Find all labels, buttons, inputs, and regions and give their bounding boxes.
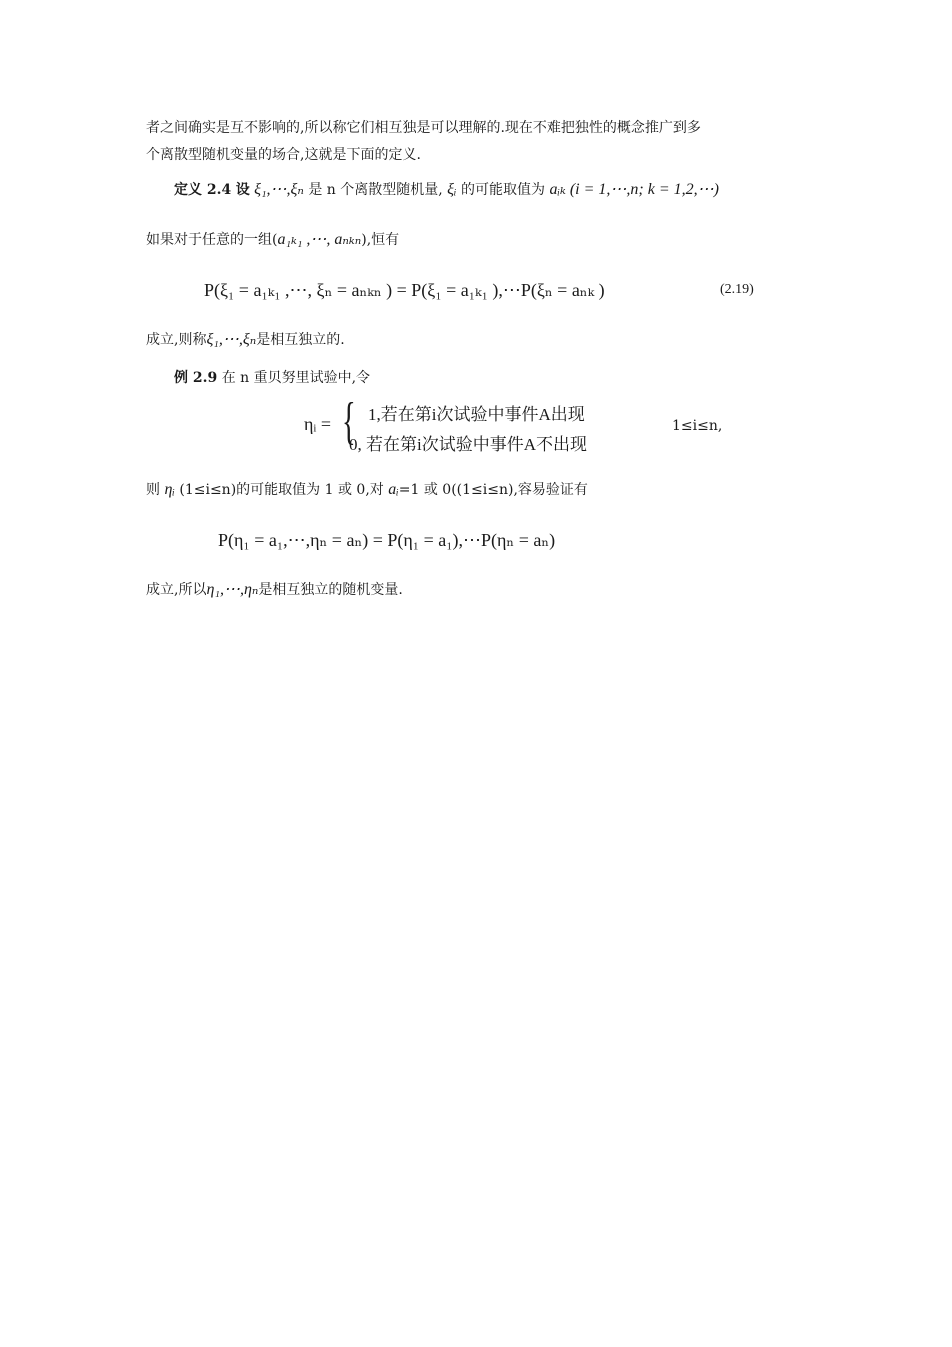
left-brace-icon: {	[342, 393, 356, 450]
condition-text-after: ),恒有	[361, 232, 400, 248]
definition-line	[174, 180, 719, 200]
conclusion-line-2	[146, 580, 403, 600]
piecewise-case-2: 0, 若在第i次试验中事件A不出现	[349, 435, 587, 454]
equation-number: (2.19)	[720, 282, 754, 297]
conclusion1-vars: ξ₁,⋯,ξₙ	[206, 331, 257, 348]
definition-xi-i: ξᵢ	[447, 181, 457, 198]
conclusion-line-1	[146, 330, 345, 350]
after-text-before: 则	[146, 482, 160, 498]
piecewise-lhs: ηᵢ =	[304, 414, 332, 434]
after-a-i: aᵢ	[388, 481, 399, 498]
definition-text-2: 的可能取值为	[461, 182, 546, 198]
condition-group: a₁ₖ₁ ,⋯, aₙₖₙ	[277, 231, 362, 248]
equation-eta: P(η₁ = a₁,⋯,ηₙ = aₙ) = P(η₁ = a₁),⋯P(ηₙ = aₙ)	[218, 530, 556, 550]
paragraph-line-1: 者之间确实是互不影响的,所以称它们相互独是可以理解的.现在不难把独性的概念推广到多	[146, 120, 701, 136]
example-label: 例 2.9	[174, 370, 218, 386]
conclusion1-text-after: 是相互独立的.	[256, 332, 345, 348]
condition-text-before: 如果对于任意的一组(	[146, 232, 278, 248]
definition-text-1: 是 n 个离散型随机量,	[308, 182, 443, 198]
after-eta-i: ηᵢ	[164, 481, 175, 498]
piecewise-range: 1≤i≤n,	[672, 418, 723, 434]
definition-she: 设	[235, 182, 250, 198]
after-text-middle: (1≤i≤n)的可能取值为 1 或 0,对	[179, 482, 384, 498]
paragraph-line-2: 个离散型随机变量的场合,这就是下面的定义.	[146, 147, 421, 163]
definition-vars: ξ₁,⋯,ξₙ	[254, 181, 304, 198]
conclusion1-text-before: 成立,则称	[146, 332, 207, 348]
equation-2-19: P(ξ₁ = a₁ₖ₁ ,⋯, ξₙ = aₙₖₙ ) = P(ξ₁ = a₁ₖ₁ ),⋯P(ξₙ = aₙₖ )	[204, 280, 605, 300]
conclusion2-vars: η₁,⋯,ηₙ	[206, 581, 259, 598]
piecewise-case-1: 1,若在第i次试验中事件A出现	[368, 405, 585, 424]
definition-label: 定义 2.4	[174, 182, 232, 198]
example-text: 在 n 重贝努里试验中,令	[221, 370, 371, 386]
example-line	[174, 368, 370, 388]
condition-line	[146, 230, 399, 250]
conclusion2-text-after: 是相互独立的随机变量.	[258, 582, 403, 598]
definition-values: aᵢₖ (i = 1,⋯,n; k = 1,2,⋯)	[549, 181, 719, 198]
conclusion2-text-before: 成立,所以	[146, 582, 207, 598]
after-text-after: =1 或 0((1≤i≤n),容易验证有	[398, 482, 588, 498]
after-piecewise-line	[146, 480, 588, 500]
